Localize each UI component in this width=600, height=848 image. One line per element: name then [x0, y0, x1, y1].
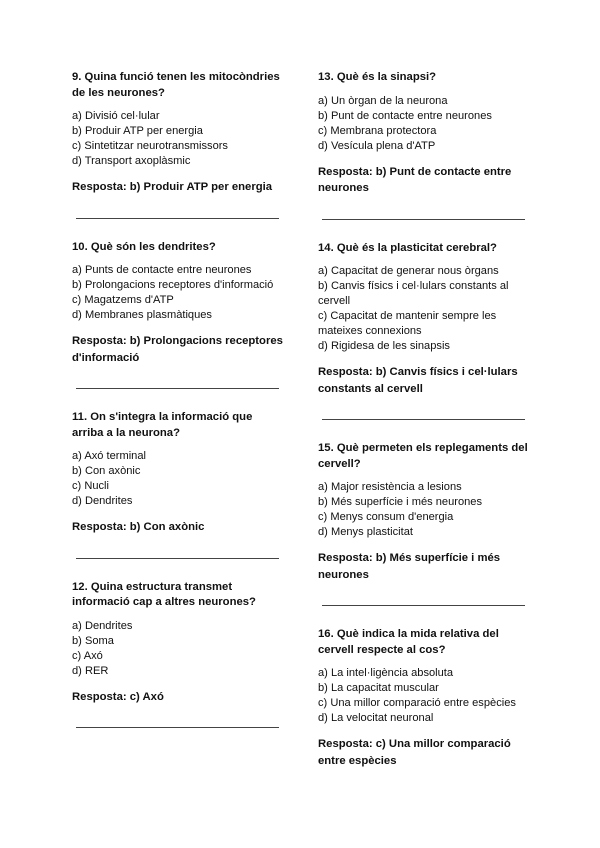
option-b: b) Més superfície i més neurones [318, 496, 483, 508]
answer-text: Resposta: b) Produir ATP per energia [72, 181, 273, 193]
answer-text: Resposta: b) Con axònic [72, 521, 205, 533]
answer-text: Resposta: c) Axó [72, 690, 164, 703]
option-b: b) La capacitat muscular [318, 682, 439, 694]
answer-text: Resposta: b) Punt de contacte entre neurones [318, 165, 512, 194]
option-a: a) Dendrites [72, 619, 133, 632]
option-c: c) Axó [72, 649, 103, 662]
option-a: a) Divisió cel·lular [72, 110, 160, 122]
option-c: c) Una millor comparació entre espècies [318, 697, 516, 709]
answer-text: Resposta: b) Més superfície i més neurones [318, 552, 501, 581]
question-text: 10. Què són les dendrites? [72, 240, 216, 253]
option-b: b) Prolongacions receptores d'informació [72, 279, 274, 291]
question-block-15 [318, 441, 532, 606]
option-c: c) Sintetitzar neurotransmissors [72, 140, 228, 152]
option-c: c) Membrana protectora [318, 124, 437, 137]
separator-line [76, 218, 279, 219]
right-column [318, 70, 532, 769]
answer-text: Resposta: c) Una millor comparació entre espècies [318, 738, 511, 767]
question-block-9 [72, 70, 286, 219]
separator-line [76, 558, 279, 559]
option-d: d) Rigidesa de les sinapsis [318, 340, 450, 352]
option-b: b) Punt de contacte entre neurones [318, 109, 492, 122]
option-a: a) La intel·ligència absoluta [318, 667, 454, 679]
separator-line [322, 419, 525, 420]
option-b: b) Canvis físics i cel·lulars constants al cervell [318, 280, 509, 307]
option-d: d) La velocitat neuronal [318, 712, 434, 724]
option-d: d) Membranes plasmàtiques [72, 309, 212, 321]
option-b: b) Soma [72, 634, 114, 647]
question-text: 9. Quina funció tenen les mitocòndries de les neurones? [72, 71, 280, 99]
separator-line [76, 388, 279, 389]
option-a: a) Un òrgan de la neurona [318, 94, 448, 107]
question-text: 12. Quina estructura transmet informació cap a altres neurones? [72, 580, 256, 608]
option-c: c) Nucli [72, 480, 109, 492]
question-text: 15. Què permeten els replegaments del cervell? [318, 442, 528, 470]
question-block-16 [318, 627, 532, 769]
question-block-11 [72, 410, 286, 559]
question-text: 11. On s'integra la informació que arriba a la neurona? [72, 411, 253, 439]
option-a: a) Major resistència a lesions [318, 481, 462, 493]
separator-line [322, 219, 525, 220]
option-d: d) Menys plasticitat [318, 526, 413, 538]
option-b: b) Con axònic [72, 465, 141, 477]
left-column [72, 70, 286, 749]
separator-line [76, 727, 279, 728]
question-block-13 [318, 70, 532, 220]
answer-text: Resposta: b) Prolongacions receptores d'informació [72, 335, 283, 364]
question-text: 13. Què és la sinapsi? [318, 71, 437, 83]
option-c: c) Menys consum d'energia [318, 511, 454, 523]
question-text: 16. Què indica la mida relativa del cervell respecte al cos? [318, 628, 499, 656]
option-b: b) Produir ATP per energia [72, 125, 203, 137]
option-a: a) Capacitat de generar nous òrgans [318, 265, 499, 277]
option-c: c) Capacitat de mantenir sempre les mateixes connexions [318, 310, 497, 337]
option-a: a) Punts de contacte entre neurones [72, 264, 252, 276]
question-text: 14. Què és la plasticitat cerebral? [318, 241, 497, 254]
option-c: c) Magatzems d'ATP [72, 294, 174, 306]
question-block-10 [72, 240, 286, 390]
answer-text: Resposta: b) Canvis físics i cel·lulars constants al cervell [318, 366, 518, 395]
question-block-14 [318, 241, 532, 421]
option-d: d) RER [72, 664, 109, 677]
option-d: d) Transport axoplàsmic [72, 155, 191, 167]
option-d: d) Vesícula plena d'ATP [318, 139, 436, 152]
option-a: a) Axó terminal [72, 450, 146, 462]
option-d: d) Dendrites [72, 495, 133, 507]
separator-line [322, 605, 525, 606]
question-block-12 [72, 580, 286, 729]
